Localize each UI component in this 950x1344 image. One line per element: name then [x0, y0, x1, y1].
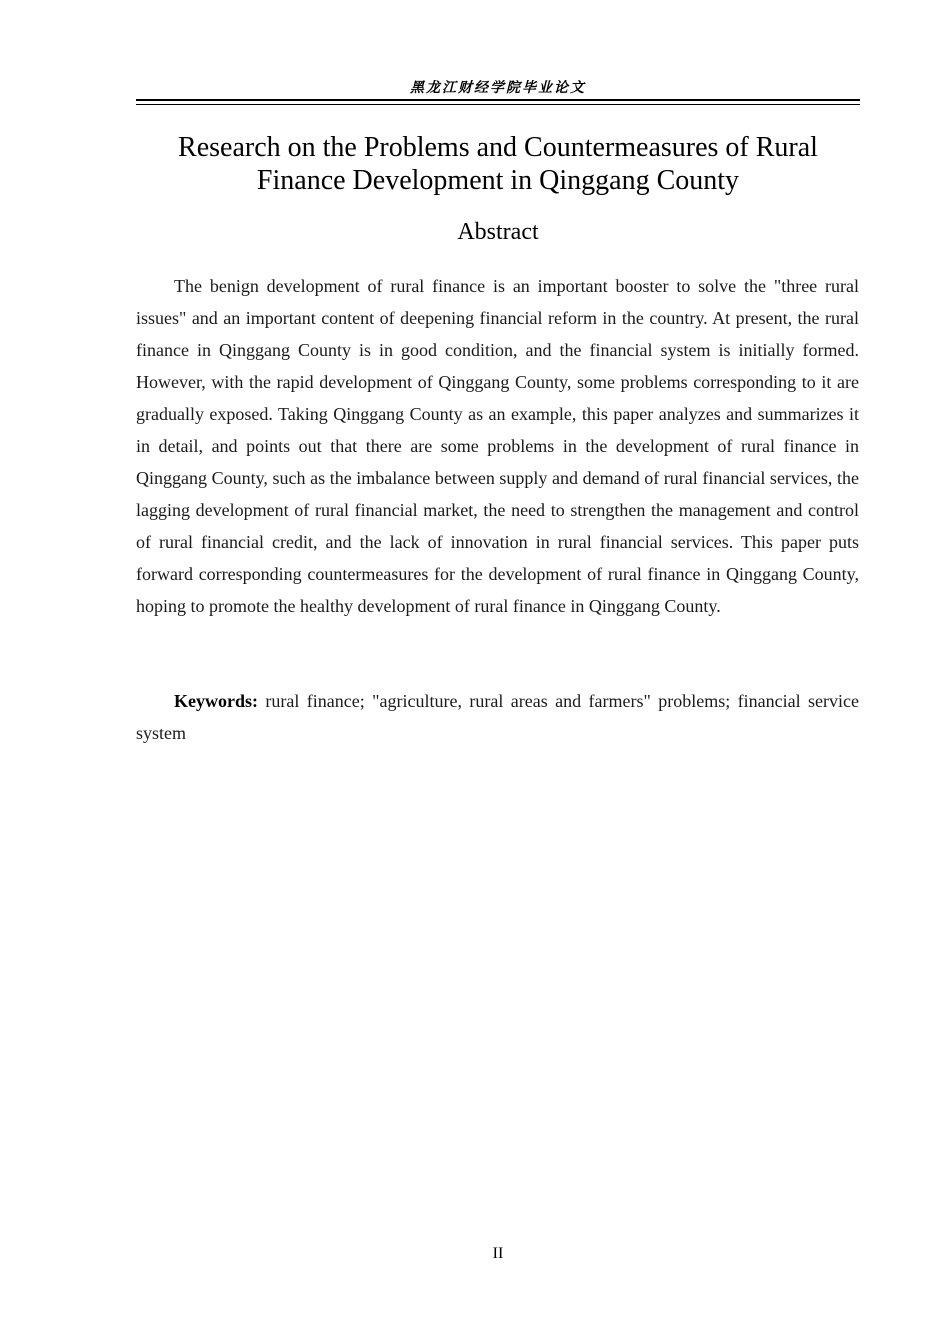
keywords-text: rural finance; "agriculture, rural areas and farmers" problems; financial service system [136, 691, 860, 743]
paper-title: Research on the Problems and Countermeasures of Rural Finance Development in Qinggang County [178, 132, 818, 196]
keywords-paragraph [136, 685, 859, 749]
page-number: II [492, 1245, 504, 1262]
keywords-label: Keywords: [174, 691, 258, 711]
header-rule-thick [136, 99, 860, 101]
abstract-heading: Abstract [457, 219, 539, 245]
header-rule-thin [136, 104, 860, 105]
running-header: 黑龙江财经学院毕业论文 [410, 80, 586, 96]
abstract-body: The benign development of rural finance is an important booster to solve the "three rural issues" and an important content of deepening financial reform in the country. At present, the rural finance in Qinggang County is in good condition, and the financial system is initially formed. However, with the rapid development of Qinggang County, some problems corresponding to it are gradually exposed. Taking Qinggang County as an example, this paper analyzes and summarizes it in detail, and points out that there are some problems in the development of rural finance in Qinggang County, such as the imbalance between supply and demand of rural financial services, the lagging development of rural financial market, the need to strengthen the management and control of rural financial credit, and the lack of innovation in rural financial services. This paper puts forward corresponding countermeasures for the development of rural finance in Qinggang County, hoping to promote the healthy development of rural finance in Qinggang County. [136, 276, 859, 616]
